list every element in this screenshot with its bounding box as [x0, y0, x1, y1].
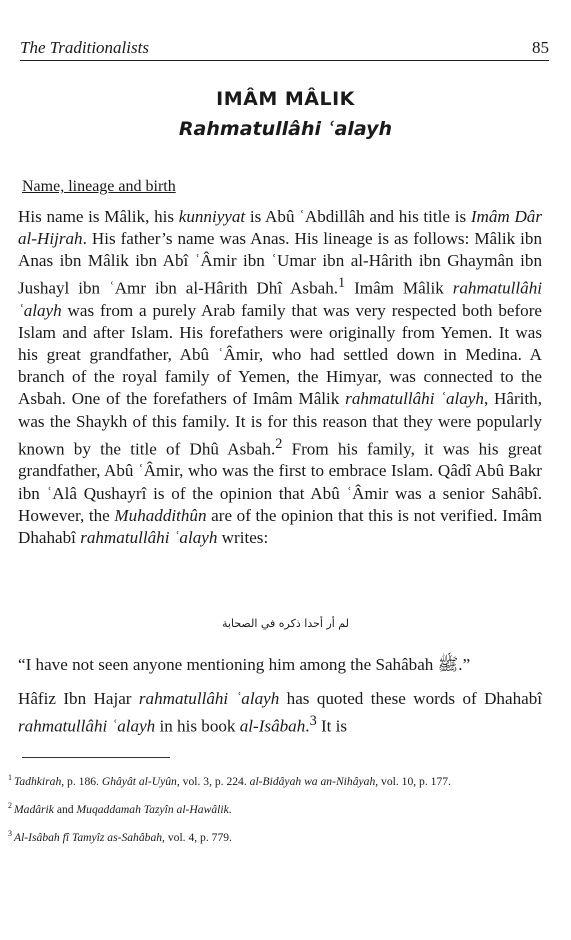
- translated-quote: “I have not seen anyone mentioning him among the Sahâbah ﷺ.”: [18, 655, 471, 674]
- footnote-divider: [22, 757, 170, 758]
- paragraph-2: Hâfiz Ibn Hajar rahmatullâhi ʿalayh has quoted these words of Dhahabî rahmatullâhi ʿalayh in his book al-Isâbah.$^3$ It is: [18, 689, 542, 736]
- footnote-number: 3: [8, 828, 12, 838]
- running-title: The Traditionalists: [20, 38, 149, 57]
- body-text: [18, 206, 542, 549]
- arabic-quote: لم أر أحدا ذكره في الصحابة: [222, 617, 349, 630]
- footnote-text: Madârik and Muqaddamah Tazyîn al-Hawâlik.: [14, 802, 232, 816]
- footnote-number: 1: [8, 773, 12, 782]
- footnote-1: [8, 770, 542, 790]
- chapter-subtitle: Rahmatullâhi ʿalayh: [178, 118, 393, 140]
- chapter-title: IMÂM MÂLIK: [216, 88, 355, 110]
- footnote-2: [8, 798, 542, 818]
- footnote-text: Tadhkirah, p. 186. Ghâyât al-Uyûn, vol. 3, p. 224. al-Bidâyah wa an-Nihâyah, vol. 10, p. 177.: [14, 774, 451, 788]
- page-number: 85: [532, 38, 549, 57]
- footnote-number: 2: [8, 800, 12, 810]
- footnote-3: [8, 826, 542, 846]
- paragraph-1: His name is Mâlik, his kunniyyat is Abû ʿAbdillâh and his title is Imâm Dâr al-Hijrah. His father’s name was Anas. His lineage is as follows: Mâlik ibn Anas ibn Mâlik ibn Abî ʿÂmir ibn ʿUmar ibn al-Hârith ibn Ghaymân ibn Jushayl ibn ʿAmr ibn al-Hârith Dhî Asbah.$^1$ Imâm Mâlik rahmatullâhi ʿalayh was from a purely Arab family that was very respected both before Islam and after Islam. His forefathers were originally from Yemen. It was his great grandfather, Abû ʿÂmir, who had settled down in Medina. A branch of the royal family of Yemen, the Himyar, was connected to the Asbah. One of the forefathers of Imâm Mâlik rahmatullâhi ʿalayh, Hârith, was the Shaykh of this family. It is for this reason that they were popularly known by the title of Dhû Asbah.$^2$ From his family, it was his great grandfather, Abû ʿÂmir, who was the first to embrace Islam. Qâdî Abû Bakr ibn ʿAlâ Qushayrî is of the opinion that Abû ʿÂmir was a senior Sahâbî. However, the Muhaddithûn are of the opinion that this is not verified. Imâm Dhahabî rahmatullâhi ʿalayh writes:: [18, 207, 543, 547]
- footnotes: [8, 770, 542, 854]
- running-header: [20, 38, 549, 61]
- footnote-text: Al-Isâbah fî Tamyîz as-Sahâbah, vol. 4, p. 779.: [14, 830, 232, 844]
- section-heading: Name, lineage and birth: [22, 178, 176, 195]
